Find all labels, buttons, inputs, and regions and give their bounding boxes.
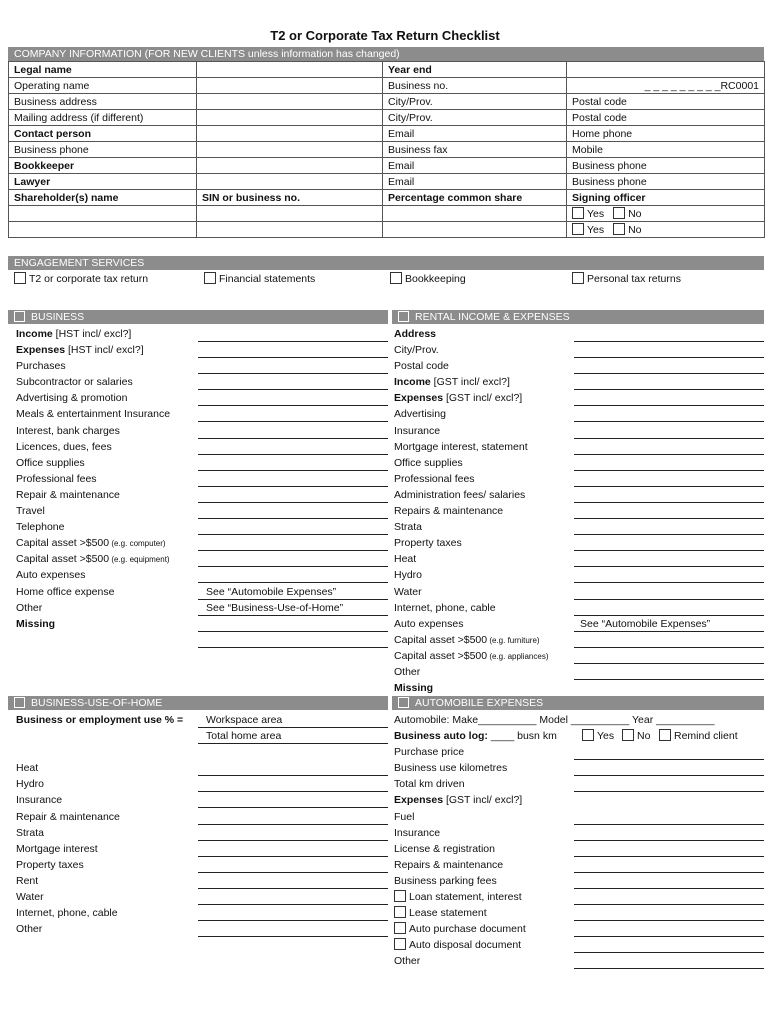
- company-cell: Business phone: [567, 174, 765, 190]
- auto-log-no[interactable]: No: [622, 728, 650, 744]
- list-item: Advertising & promotion: [16, 390, 388, 406]
- checkbox-icon[interactable]: [622, 729, 634, 741]
- company-cell[interactable]: [197, 158, 383, 174]
- company-cell: Mailing address (if different): [9, 110, 197, 126]
- home-expense-item: Property taxes: [16, 857, 388, 873]
- company-info-table: [8, 61, 765, 238]
- home-expense-item: Insurance: [16, 792, 388, 808]
- list-item: Missing: [16, 616, 388, 632]
- company-cell: Legal name: [9, 62, 197, 78]
- list-item: Property taxes: [394, 535, 764, 551]
- list-item: Travel: [16, 503, 388, 519]
- list-item: Purchases: [16, 358, 388, 374]
- entry-line[interactable]: [198, 936, 388, 937]
- company-cell[interactable]: [197, 126, 383, 142]
- list-item: Auto expenses See “Automobile Expenses”: [394, 616, 764, 632]
- list-item: Capital asset >$500 (e.g. equipment): [16, 551, 388, 567]
- entry-line[interactable]: [198, 647, 388, 648]
- checkbox-icon[interactable]: [394, 938, 406, 950]
- signing-officer-cell[interactable]: Yes No: [567, 222, 765, 238]
- list-item: Address: [394, 326, 764, 342]
- shareholder-cell[interactable]: [197, 222, 383, 238]
- auto-log-remind[interactable]: Remind client: [659, 728, 738, 744]
- auto-expense-item: Other: [394, 953, 764, 969]
- company-info-header: COMPANY INFORMATION (FOR NEW CLIENTS unless information has changed): [8, 47, 764, 61]
- auto-expense-item: Auto disposal document: [394, 937, 764, 953]
- company-cell[interactable]: [197, 94, 383, 110]
- list-item: Professional fees: [394, 471, 764, 487]
- company-cell: Email: [383, 126, 567, 142]
- shareholder-cell[interactable]: [383, 222, 567, 238]
- auto-expense-item: Loan statement, interest: [394, 889, 764, 905]
- checkbox-icon[interactable]: [398, 697, 409, 708]
- service-personal-tax[interactable]: Personal tax returns: [572, 272, 681, 285]
- auto-expense-item: License & registration: [394, 841, 764, 857]
- list-item: Missing: [394, 682, 434, 695]
- list-item: Office supplies: [16, 455, 388, 471]
- home-expense-item: Hydro: [16, 776, 388, 792]
- list-item: Home office expense See “Automobile Expenses”: [16, 584, 388, 600]
- list-item: Heat: [394, 551, 764, 567]
- company-cell: Postal code: [567, 94, 765, 110]
- list-item: Income [GST incl/ excl?]: [394, 374, 764, 390]
- home-expense-item: Repair & maintenance: [16, 809, 388, 825]
- company-cell: Contact person: [9, 126, 197, 142]
- auto-expense-item: Expenses [GST incl/ excl?]: [394, 794, 523, 807]
- company-cell: Lawyer: [9, 174, 197, 190]
- checkbox-icon[interactable]: [394, 906, 406, 918]
- company-cell: Home phone: [567, 126, 765, 142]
- checkbox-icon[interactable]: [14, 697, 25, 708]
- checkbox-icon[interactable]: [390, 272, 402, 284]
- rental-header: RENTAL INCOME & EXPENSES: [392, 310, 764, 324]
- auto-log-km[interactable]: ____ busn km: [487, 730, 557, 743]
- list-item: Expenses [GST incl/ excl?]: [394, 390, 764, 406]
- entry-line[interactable]: [574, 968, 764, 969]
- list-item: Internet, phone, cable: [394, 600, 764, 616]
- company-cell[interactable]: [197, 78, 383, 94]
- list-item: Auto expenses: [16, 567, 388, 583]
- signing-officer-cell[interactable]: Yes No: [567, 206, 765, 222]
- company-cell: Business phone: [9, 142, 197, 158]
- auto-expense-item: Lease statement: [394, 905, 764, 921]
- checkbox-icon[interactable]: [14, 311, 25, 322]
- home-expense-item: Strata: [16, 825, 388, 841]
- shareholder-cell[interactable]: [383, 206, 567, 222]
- checkbox-icon[interactable]: [572, 272, 584, 284]
- list-item: Mortgage interest, statement: [394, 439, 764, 455]
- shareholder-row: [9, 222, 765, 238]
- engagement-header: ENGAGEMENT SERVICES: [8, 256, 764, 270]
- auto-expense-item: Insurance: [394, 825, 764, 841]
- list-item: Strata: [394, 519, 764, 535]
- list-item: Meals & entertainment Insurance: [16, 406, 388, 422]
- auto-expense-item: Repairs & maintenance: [394, 857, 764, 873]
- home-expense-item: Rent: [16, 873, 388, 889]
- company-cell[interactable]: [197, 174, 383, 190]
- shareholder-cell[interactable]: [9, 222, 197, 238]
- company-row: [9, 158, 765, 174]
- company-row: [9, 78, 765, 94]
- shareholder-cell[interactable]: [197, 206, 383, 222]
- auto-make-model-year[interactable]: Automobile: Make__________ Model __________ Year __________: [394, 714, 715, 726]
- company-row: [9, 94, 765, 110]
- list-item: Water: [394, 584, 764, 600]
- list-item: Capital asset >$500 (e.g. computer): [16, 535, 388, 551]
- home-expense-item: Heat: [16, 760, 388, 776]
- home-expense-item: Mortgage interest: [16, 841, 388, 857]
- checkbox-icon[interactable]: [204, 272, 216, 284]
- company-cell: Postal code: [567, 110, 765, 126]
- company-cell: Email: [383, 174, 567, 190]
- home-expense-item: Water: [16, 889, 388, 905]
- total-home-area-label: Total home area: [206, 730, 282, 743]
- note-text: See “Business-Use-of-Home”: [206, 601, 344, 614]
- auto-log-yes[interactable]: Yes: [582, 728, 614, 744]
- company-cell: Business address: [9, 94, 197, 110]
- auto-expense-item: Purchase price: [394, 744, 764, 760]
- list-item: Repairs & maintenance: [394, 503, 764, 519]
- checkbox-icon[interactable]: [394, 890, 406, 902]
- list-item: Income [HST incl/ excl?]: [16, 326, 388, 342]
- company-cell: Business fax: [383, 142, 567, 158]
- auto-log-label: Business auto log:: [394, 730, 488, 743]
- company-cell: Signing officer: [567, 190, 765, 206]
- company-cell[interactable]: [197, 142, 383, 158]
- auto-expense-item: Auto purchase document: [394, 921, 764, 937]
- company-cell: Year end: [383, 62, 567, 78]
- list-item: Office supplies: [394, 455, 764, 471]
- checkbox-icon[interactable]: [398, 311, 409, 322]
- list-item: Other: [394, 664, 764, 680]
- company-cell: Shareholder(s) name: [9, 190, 197, 206]
- list-item: Insurance: [394, 423, 764, 439]
- list-item: Expenses [HST incl/ excl?]: [16, 342, 388, 358]
- list-item: Interest, bank charges: [16, 423, 388, 439]
- auto-expense-item: Business parking fees: [394, 873, 764, 889]
- rental-section: [394, 326, 764, 696]
- list-item: [16, 632, 388, 648]
- note-text: See “Automobile Expenses”: [206, 585, 337, 598]
- business-section: [16, 326, 388, 648]
- note-text: See “Automobile Expenses”: [580, 617, 711, 630]
- checkbox-icon[interactable]: [613, 207, 625, 219]
- auto-expense-item: Fuel: [394, 809, 764, 825]
- list-item: Capital asset >$500 (e.g. furniture): [394, 632, 764, 648]
- list-item: Telephone: [16, 519, 388, 535]
- auto-section: [394, 712, 764, 970]
- service-bookkeeping[interactable]: Bookkeeping: [390, 272, 466, 285]
- service-t2[interactable]: T2 or corporate tax return: [14, 272, 148, 285]
- company-row: [9, 142, 765, 158]
- list-item: Hydro: [394, 567, 764, 583]
- list-item: City/Prov.: [394, 342, 764, 358]
- company-cell: Email: [383, 158, 567, 174]
- auto-expense-item: Business use kilometres: [394, 760, 764, 776]
- checkbox-icon[interactable]: [572, 207, 584, 219]
- list-item: Other See “Business-Use-of-Home”: [16, 600, 388, 616]
- company-row: [9, 110, 765, 126]
- list-item: Postal code: [394, 358, 764, 374]
- page-title: T2 or Corporate Tax Return Checklist: [270, 28, 500, 43]
- home-expense-item: Internet, phone, cable: [16, 905, 388, 921]
- checkbox-icon[interactable]: [14, 272, 26, 284]
- list-item: Licences, dues, fees: [16, 439, 388, 455]
- company-cell[interactable]: [197, 110, 383, 126]
- home-section: [16, 712, 388, 937]
- company-cell: City/Prov.: [383, 110, 567, 126]
- auto-expense-item: Total km driven: [394, 776, 764, 792]
- checkbox-icon[interactable]: [582, 729, 594, 741]
- company-cell[interactable]: [567, 62, 765, 78]
- company-cell: Mobile: [567, 142, 765, 158]
- workspace-area-label: Workspace area: [206, 714, 283, 726]
- list-item: Repair & maintenance: [16, 487, 388, 503]
- company-cell[interactable]: [197, 62, 383, 78]
- service-financial-statements[interactable]: Financial statements: [204, 272, 315, 285]
- list-item: Administration fees/ salaries: [394, 487, 764, 503]
- shareholder-row: [9, 206, 765, 222]
- company-cell: Business no.: [383, 78, 567, 94]
- checkbox-icon[interactable]: [659, 729, 671, 741]
- company-cell: Percentage common share: [383, 190, 567, 206]
- list-item: Advertising: [394, 406, 764, 422]
- company-cell: SIN or business no.: [197, 190, 383, 206]
- company-row: [9, 126, 765, 142]
- company-row: [9, 62, 765, 78]
- company-row: [9, 174, 765, 190]
- company-row: [9, 190, 765, 206]
- list-item: Professional fees: [16, 471, 388, 487]
- company-cell: Operating name: [9, 78, 197, 94]
- company-cell: Bookkeeper: [9, 158, 197, 174]
- home-expense-item: Other: [16, 921, 388, 937]
- checkbox-icon[interactable]: [572, 223, 584, 235]
- home-header: BUSINESS-USE-OF-HOME: [8, 696, 388, 710]
- shareholder-cell[interactable]: [9, 206, 197, 222]
- company-cell: Business phone: [567, 158, 765, 174]
- company-cell: _ _ _ _ _ _ _ _ _RC0001: [567, 78, 765, 94]
- list-item: Capital asset >$500 (e.g. appliances): [394, 648, 764, 664]
- auto-header: AUTOMOBILE EXPENSES: [392, 696, 764, 710]
- list-item: Subcontractor or salaries: [16, 374, 388, 390]
- home-use-label: Business or employment use % =: [16, 714, 184, 726]
- company-cell: City/Prov.: [383, 94, 567, 110]
- business-header: BUSINESS: [8, 310, 388, 324]
- checkbox-icon[interactable]: [613, 223, 625, 235]
- checkbox-icon[interactable]: [394, 922, 406, 934]
